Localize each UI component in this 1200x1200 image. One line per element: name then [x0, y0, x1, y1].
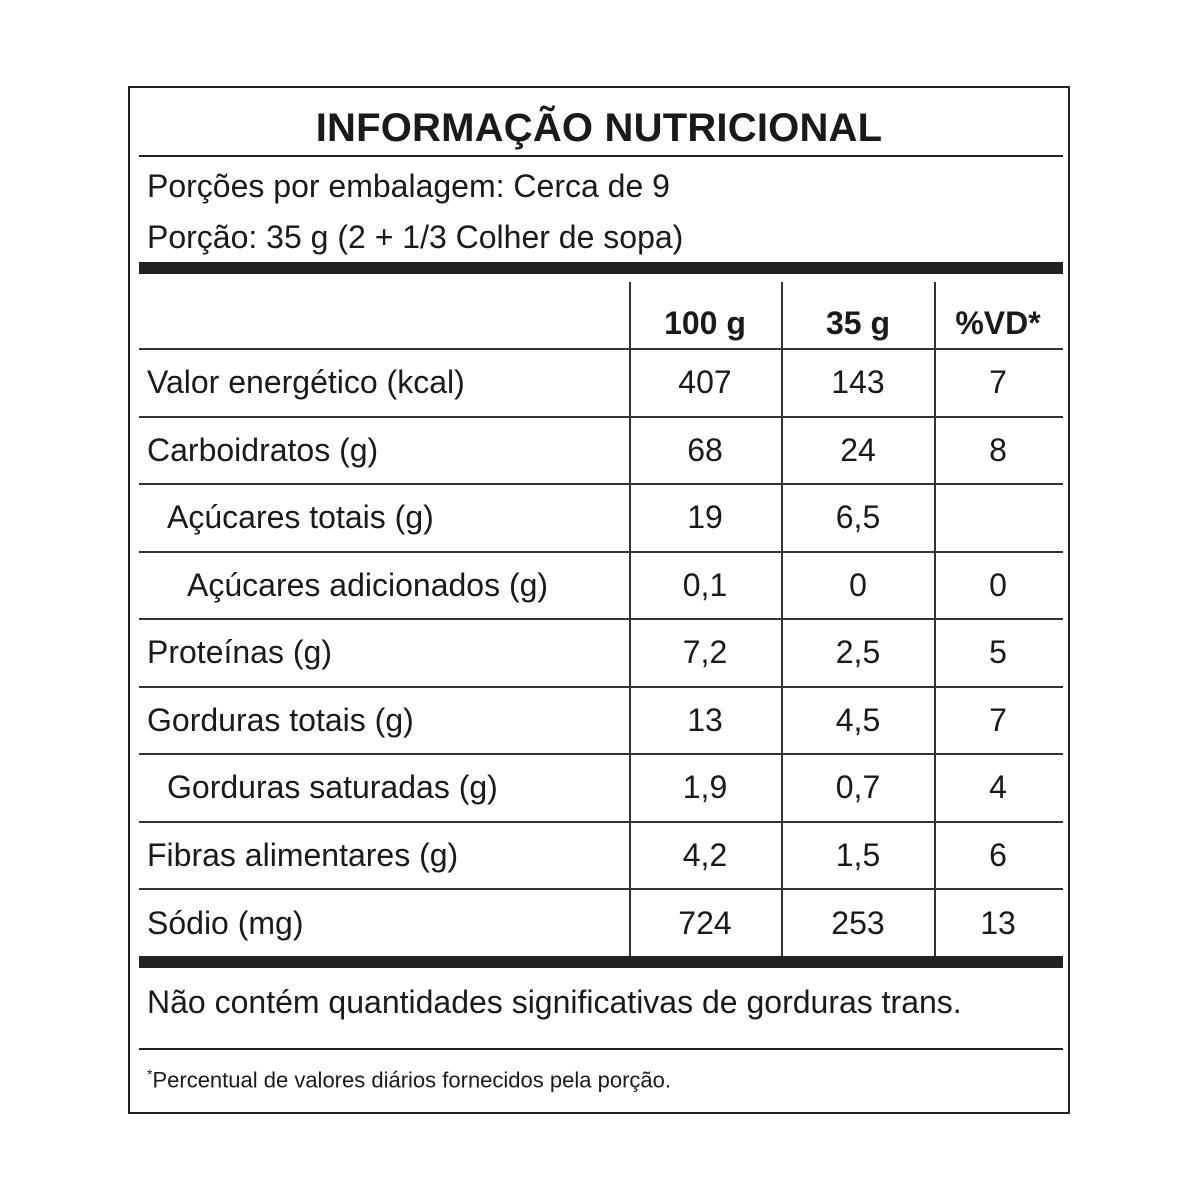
value-daily: 7 [989, 701, 1007, 738]
value-per-serving: 0,7 [835, 769, 881, 806]
nutrient-label: Sódio (mg) [147, 905, 304, 942]
table-row [139, 418, 1063, 486]
table-row [139, 620, 1063, 688]
value-per-100g: 19 [687, 499, 723, 536]
value-daily: 7 [989, 364, 1007, 401]
column-divider [629, 282, 631, 956]
nutrition-table [139, 282, 1063, 958]
value-per-serving: 4,5 [835, 701, 881, 738]
footnote-text: Percentual de valores diários fornecidos pela porção. [152, 1067, 671, 1093]
table-row [139, 755, 1063, 823]
table-header-row [139, 282, 1063, 350]
value-daily: 5 [989, 634, 1007, 671]
nutrient-label: Açúcares totais (g) [167, 499, 434, 536]
value-per-100g: 4,2 [682, 836, 728, 873]
value-per-100g: 724 [678, 905, 732, 942]
nutrient-label: Carboidratos (g) [147, 431, 379, 468]
value-per-serving: 0 [849, 566, 867, 603]
nutrient-label: Valor energético (kcal) [147, 364, 465, 401]
header-nutrient [147, 282, 627, 356]
header-per-serving: 35 g [825, 304, 891, 341]
nutrient-label: Proteínas (g) [147, 634, 332, 671]
value-daily: 8 [989, 431, 1007, 468]
serving-size: Porção: 35 g (2 + 1/3 Colher de sopa) [147, 219, 684, 255]
table-row [139, 890, 1063, 958]
panel-title: INFORMAÇÃO NUTRICIONAL [315, 106, 883, 150]
value-per-serving: 253 [831, 905, 885, 942]
value-per-serving: 143 [831, 364, 885, 401]
value-per-100g: 407 [678, 364, 732, 401]
value-per-100g: 1,9 [682, 769, 728, 806]
value-per-serving: 24 [840, 431, 876, 468]
servings-per-package: Porções por embalagem: Cerca de 9 [147, 168, 670, 204]
value-per-100g: 7,2 [682, 634, 728, 671]
value-per-100g: 0,1 [682, 566, 728, 603]
value-daily: 0 [989, 566, 1007, 603]
daily-value-footnote [147, 1066, 671, 1093]
nutrition-facts-panel [128, 86, 1070, 1114]
table-row [139, 823, 1063, 891]
value-per-100g: 13 [687, 701, 723, 738]
value-per-100g: 68 [687, 431, 723, 468]
value-daily: 13 [980, 905, 1016, 942]
value-daily: 6 [989, 836, 1007, 873]
nutrient-label: Gorduras saturadas (g) [167, 769, 498, 806]
column-divider [934, 282, 936, 956]
divider [139, 155, 1063, 157]
value-per-serving: 2,5 [835, 634, 881, 671]
table-row [139, 350, 1063, 418]
nutrient-label: Fibras alimentares (g) [147, 836, 459, 873]
table-row [139, 688, 1063, 756]
table-row [139, 485, 1063, 553]
table-row [139, 553, 1063, 621]
header-daily-value: %VD* [955, 304, 1041, 341]
value-daily: 4 [989, 769, 1007, 806]
column-divider [781, 282, 783, 956]
value-per-serving: 6,5 [835, 499, 881, 536]
value-per-serving: 1,5 [835, 836, 881, 873]
divider [139, 1048, 1063, 1050]
header-per-100g: 100 g [664, 304, 746, 341]
trans-fat-note: Não contém quantidades significativas de gorduras trans. [147, 984, 962, 1020]
value-daily [935, 485, 1061, 551]
nutrient-label: Gorduras totais (g) [147, 701, 414, 738]
footnote-marker: * [147, 1066, 153, 1082]
thick-divider [139, 262, 1063, 274]
nutrient-label: Açúcares adicionados (g) [187, 566, 549, 603]
thick-divider [139, 956, 1063, 968]
